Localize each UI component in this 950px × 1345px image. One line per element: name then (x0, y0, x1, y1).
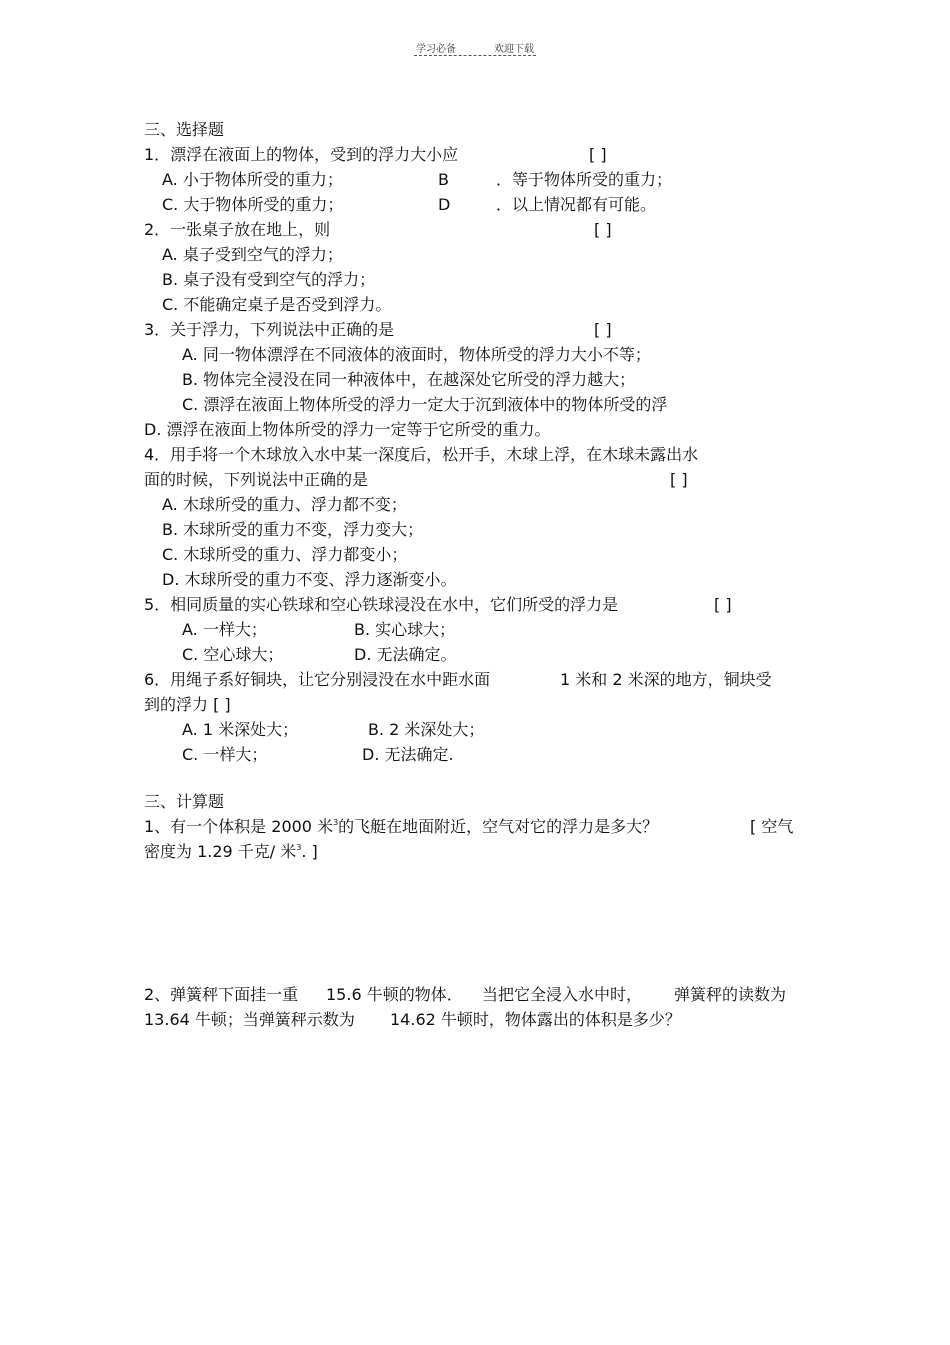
option-3d: D. 漂浮在液面上物体所受的浮力一定等于它所受的重力。 (144, 420, 551, 439)
problem-1-line2-b: . ] (301, 842, 318, 861)
problem-2-line1-d: 弹簧秤的读数为 (674, 985, 787, 1004)
option-5a: A. 一样大； (182, 620, 267, 639)
problem-1-line1-a: 1、有一个体积是 2000 米 (144, 817, 334, 836)
header-divider (414, 55, 536, 56)
option-4b: B. 木球所受的重力不变，浮力变大； (162, 520, 424, 539)
question-6-stem-line1-a: 6．用绳子系好铜块，让它分别浸没在水中距水面 (144, 670, 491, 689)
problem-1-line2 (144, 842, 318, 862)
question-1-stem: 1．漂浮在液面上的物体，受到的浮力大小应 (144, 145, 459, 164)
question-3-stem: 3．关于浮力，下列说法中正确的是 (144, 320, 395, 339)
header-left-text: 学习必备 (416, 44, 456, 55)
question-2-bracket: [ ] (594, 220, 612, 239)
problem-2-line1-a: 2、弹簧秤下面挂一重 (144, 985, 299, 1004)
question-4-stem-line2: 面的时候，下列说法中正确的是 (144, 470, 369, 489)
problem-1-line1-c: [ 空气 (750, 817, 794, 836)
question-5-bracket: [ ] (714, 595, 732, 614)
question-1-bracket: [ ] (589, 145, 607, 164)
option-1b-text: ．等于物体所受的重力； (496, 170, 673, 189)
header-right-text: 欢迎下载 (494, 44, 534, 55)
problem-2-line2-a: 13.64 牛顿；当弹簧秤示数为 (144, 1010, 355, 1029)
section-title-choice: 三、选择题 (144, 120, 225, 139)
option-3b: B. 物体完全浸没在同一种液体中，在越深处它所受的浮力越大； (182, 370, 636, 389)
option-3a: A. 同一物体漂浮在不同液体的液面时，物体所受的浮力大小不等； (182, 345, 651, 364)
problem-2-line1-b: 15.6 牛顿的物体． (326, 985, 463, 1004)
question-4-bracket: [ ] (670, 470, 688, 489)
question-4-stem-line1: 4．用手将一个木球放入水中某一深度后，松开手，木球上浮，在木球未露出水 (144, 445, 699, 464)
option-5d: D. 无法确定。 (354, 645, 457, 664)
problem-1-line1-text (144, 817, 658, 837)
page-header (0, 40, 950, 60)
option-6c: C. 一样大； (182, 745, 268, 764)
question-5-stem: 5．相同质量的实心铁球和空心铁球浸没在水中，它们所受的浮力是 (144, 595, 619, 614)
option-5c: C. 空心球大； (182, 645, 284, 664)
question-3-bracket: [ ] (594, 320, 612, 339)
option-4d: D. 木球所受的重力不变、浮力逐渐变小。 (162, 570, 457, 589)
option-5b: B. 实心球大； (354, 620, 456, 639)
option-2a: A. 桌子受到空气的浮力； (162, 245, 343, 264)
option-2b: B. 桌子没有受到空气的浮力； (162, 270, 376, 289)
option-2c: C. 不能确定桌子是否受到浮力。 (162, 295, 392, 314)
problem-1-line1-sup: 3 (333, 818, 339, 827)
option-1d-text: ．以上情况都有可能。 (496, 195, 657, 214)
problem-2-line1-c: 当把它全浸入水中时， (482, 985, 643, 1004)
problem-1-line2-sup: 3 (296, 843, 302, 852)
option-6a: A. 1 米深处大； (182, 720, 299, 739)
question-6-stem-line1-b: 1 米和 2 米深的地方，铜块受 (560, 670, 772, 689)
option-6d: D. 无法确定. (362, 745, 454, 764)
option-1b-letter: B (438, 170, 449, 189)
problem-2-line2-b: 14.62 牛顿时，物体露出的体积是多少？ (390, 1010, 681, 1029)
option-1a: A. 小于物体所受的重力； (162, 170, 343, 189)
question-2-stem: 2．一张桌子放在地上，则 (144, 220, 331, 239)
option-4c: C. 木球所受的重力、浮力都变小； (162, 545, 408, 564)
problem-1-line2-a: 密度为 1.29 千克/ 米 (144, 842, 297, 861)
problem-1-line1-b: 的飞艇在地面附近，空气对它的浮力是多大？ (338, 817, 659, 836)
option-1c: C. 大于物体所受的重力； (162, 195, 344, 214)
option-6b: B. 2 米深处大； (368, 720, 485, 739)
option-3c: C. 漂浮在液面上物体所受的浮力一定大于沉到液体中的物体所受的浮 (182, 395, 668, 414)
option-1d-letter: D (438, 195, 451, 214)
question-6-stem-line2: 到的浮力 [ ] (144, 695, 231, 714)
section-title-calc: 三、计算题 (144, 792, 225, 811)
option-4a: A. 木球所受的重力、浮力都不变； (162, 495, 407, 514)
